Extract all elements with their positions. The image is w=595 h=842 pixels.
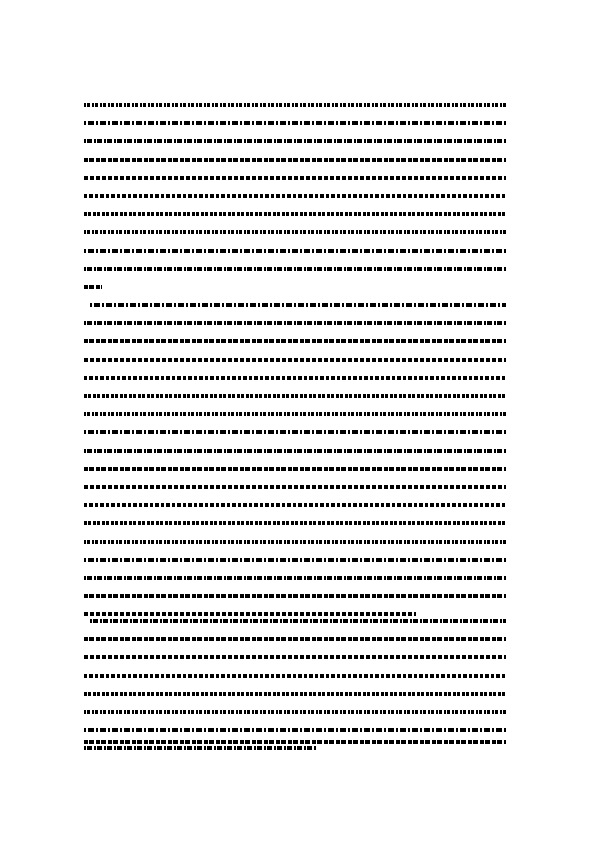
text-line-glyphs bbox=[84, 430, 506, 434]
text-line bbox=[84, 648, 506, 666]
text-line-glyphs bbox=[84, 212, 506, 216]
text-line bbox=[84, 114, 506, 132]
text-line-glyphs bbox=[84, 692, 506, 696]
text-line-glyphs bbox=[84, 103, 506, 107]
text-line-glyphs bbox=[84, 139, 506, 143]
text-line-glyphs bbox=[84, 176, 506, 180]
text-line bbox=[84, 551, 506, 569]
text-line-glyphs bbox=[84, 158, 506, 162]
text-line bbox=[84, 423, 506, 441]
text-line-glyphs bbox=[84, 230, 506, 234]
text-line-glyphs bbox=[84, 728, 506, 732]
text-line bbox=[84, 667, 506, 685]
text-line-glyphs bbox=[84, 503, 506, 507]
text-line-glyphs bbox=[84, 339, 506, 343]
text-line-glyphs bbox=[84, 376, 506, 380]
text-line bbox=[84, 242, 506, 260]
text-line-glyphs bbox=[84, 540, 506, 544]
text-line-glyphs bbox=[84, 449, 506, 453]
text-line bbox=[84, 733, 506, 751]
text-line-glyphs bbox=[84, 710, 506, 714]
text-line-glyphs bbox=[84, 637, 506, 641]
text-line bbox=[84, 387, 506, 405]
text-line bbox=[84, 514, 506, 532]
text-line bbox=[84, 205, 506, 223]
text-line bbox=[84, 703, 506, 721]
text-line-glyphs bbox=[84, 358, 506, 362]
text-line bbox=[84, 223, 506, 241]
text-line bbox=[84, 278, 506, 296]
text-line bbox=[84, 630, 506, 648]
text-line bbox=[84, 96, 506, 114]
text-line-glyphs bbox=[84, 467, 506, 471]
text-line bbox=[84, 351, 506, 369]
text-line-glyphs bbox=[84, 521, 506, 525]
text-line bbox=[84, 332, 506, 350]
text-line bbox=[84, 587, 506, 605]
text-line bbox=[84, 685, 506, 703]
text-line bbox=[84, 569, 506, 587]
text-line bbox=[84, 369, 506, 387]
text-line-glyphs bbox=[90, 619, 506, 623]
text-line-glyphs bbox=[84, 485, 506, 489]
text-line-glyphs bbox=[84, 655, 506, 659]
text-line-glyphs bbox=[84, 412, 506, 416]
text-line bbox=[84, 612, 506, 630]
text-line-glyphs bbox=[84, 249, 506, 253]
text-line bbox=[84, 187, 506, 205]
text-line-glyphs bbox=[84, 558, 506, 562]
text-line bbox=[84, 260, 506, 278]
text-line-glyphs bbox=[84, 594, 506, 598]
text-line bbox=[84, 169, 506, 187]
text-line bbox=[84, 314, 506, 332]
text-line bbox=[84, 460, 506, 478]
text-line-glyphs bbox=[84, 267, 506, 271]
text-line bbox=[84, 132, 506, 150]
text-line bbox=[84, 405, 506, 423]
text-line bbox=[84, 533, 506, 551]
text-line-glyphs bbox=[84, 740, 506, 744]
text-line bbox=[84, 496, 506, 514]
text-line bbox=[84, 478, 506, 496]
text-line-glyphs bbox=[90, 303, 506, 307]
text-line-glyphs bbox=[84, 674, 506, 678]
text-line bbox=[84, 442, 506, 460]
text-line-glyphs bbox=[84, 285, 102, 289]
text-line-glyphs bbox=[84, 576, 506, 580]
text-line-glyphs bbox=[84, 121, 506, 125]
text-line bbox=[84, 296, 506, 314]
text-line-glyphs bbox=[84, 321, 506, 325]
text-line-glyphs bbox=[84, 194, 506, 198]
text-line bbox=[84, 151, 506, 169]
text-line-glyphs bbox=[84, 394, 506, 398]
